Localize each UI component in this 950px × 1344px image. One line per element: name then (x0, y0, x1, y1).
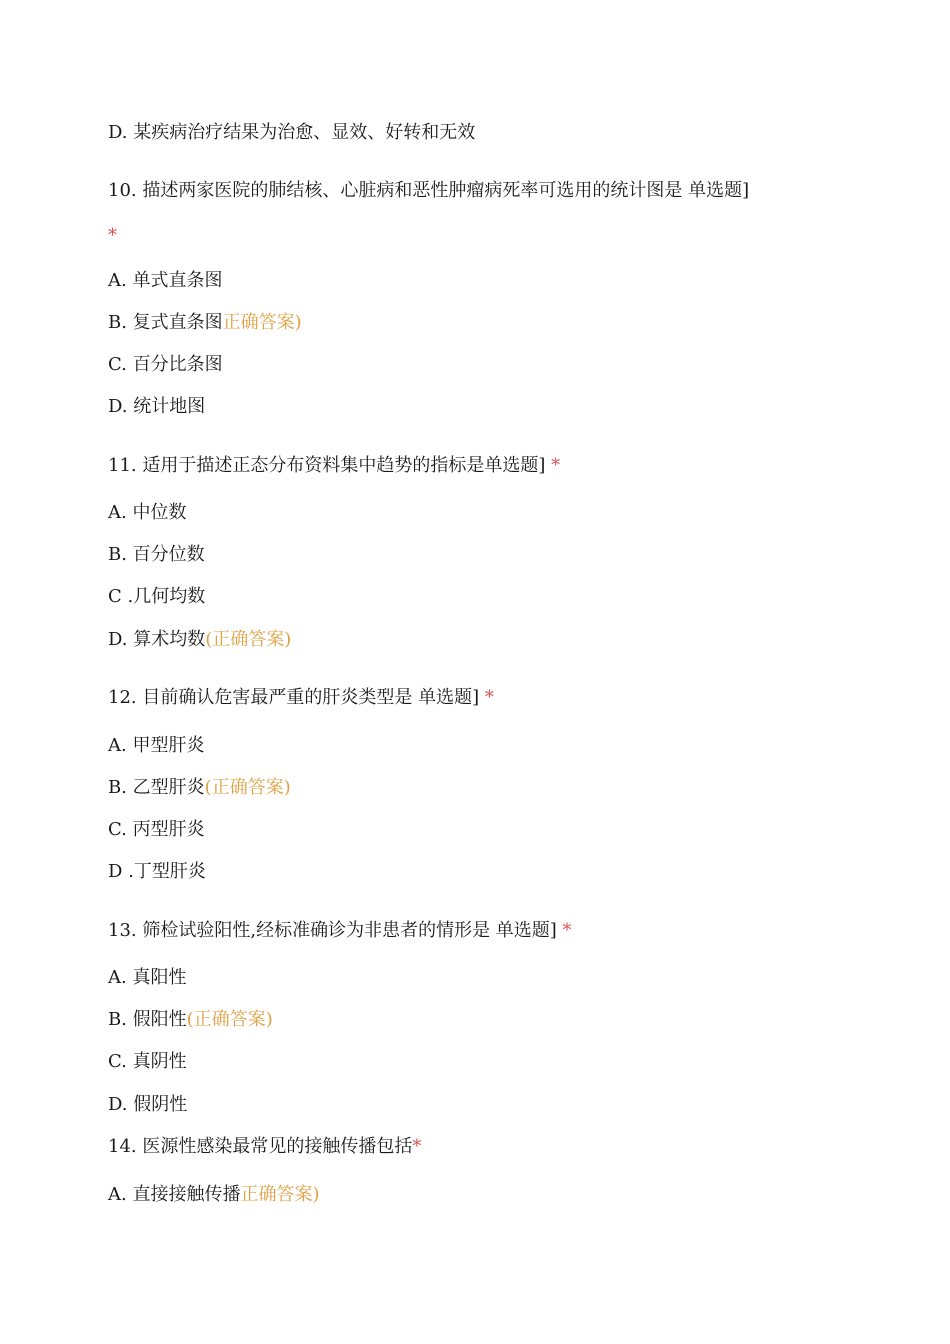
option-line (108, 1008, 273, 1032)
question-line (108, 1135, 421, 1159)
option-text: C. 真阴性 (108, 1051, 187, 1072)
option-text: A. 单式直条图 (108, 270, 223, 291)
option-text: B. 复式直条图 (108, 312, 223, 333)
question-line (108, 919, 572, 943)
option-text: B. 假阳性 (108, 1009, 187, 1030)
required-star: * (551, 455, 561, 476)
question-line (108, 454, 560, 478)
option-text: B. 乙型肝炎 (108, 777, 205, 798)
option-line (108, 585, 205, 609)
option-text: D. 算术均数 (108, 629, 206, 650)
option-line (108, 1050, 187, 1074)
question-star-line (108, 224, 117, 248)
option-line (108, 818, 205, 842)
correct-answer-tag: (正确答案) (205, 629, 292, 650)
option-line (108, 1183, 319, 1207)
option-line (108, 734, 204, 758)
question-text: 10. 描述两家医院的肺结核、心脏病和恶性肿瘤病死率可选用的统计图是 单选题] (108, 180, 750, 201)
option-line (108, 121, 475, 145)
option-text: A. 直接接触传播 (108, 1184, 241, 1205)
question-text: 13. 筛检试验阳性,经标准确诊为非患者的情形是 单选题] (108, 920, 557, 941)
option-text: C .几何均数 (108, 586, 206, 607)
option-text: C. 丙型肝炎 (108, 819, 205, 840)
option-text: B. 百分位数 (108, 544, 205, 565)
option-line (108, 1093, 187, 1117)
option-text: A. 中位数 (108, 502, 187, 523)
option-text: D. 某疾病治疗结果为治愈、显效、好转和无效 (108, 122, 476, 143)
option-line (108, 501, 186, 525)
option-line (108, 966, 186, 990)
option-line (108, 353, 223, 377)
question-text: 12. 目前确认危害最严重的肝炎类型是 单选题] (108, 687, 480, 708)
correct-answer-tag: 正确答案) (222, 312, 302, 333)
correct-answer-tag: (正确答案) (204, 777, 291, 798)
option-text: D .丁型肝炎 (108, 861, 206, 882)
question-line (108, 179, 749, 203)
question-text: 11. 适用于描述正态分布资料集中趋势的指标是单选题] (108, 455, 546, 476)
option-line (108, 311, 302, 335)
question-line (108, 686, 494, 710)
required-star: * (562, 920, 572, 941)
option-line (108, 860, 206, 884)
required-star: * (412, 1136, 422, 1157)
option-line (108, 395, 205, 419)
option-line (108, 628, 291, 652)
option-text: A. 真阳性 (108, 967, 187, 988)
correct-answer-tag: 正确答案) (240, 1184, 320, 1205)
option-text: A. 甲型肝炎 (108, 735, 205, 756)
option-line (108, 269, 222, 293)
required-star: * (484, 687, 494, 708)
option-line (108, 776, 291, 800)
required-star: * (108, 225, 117, 246)
option-text: C. 百分比条图 (108, 354, 223, 375)
correct-answer-tag: (正确答案) (186, 1009, 273, 1030)
option-text: D. 假阴性 (108, 1094, 188, 1115)
option-line (108, 543, 205, 567)
question-text: 14. 医源性感染最常见的接触传播包括 (108, 1136, 413, 1157)
option-text: D. 统计地图 (108, 396, 206, 417)
